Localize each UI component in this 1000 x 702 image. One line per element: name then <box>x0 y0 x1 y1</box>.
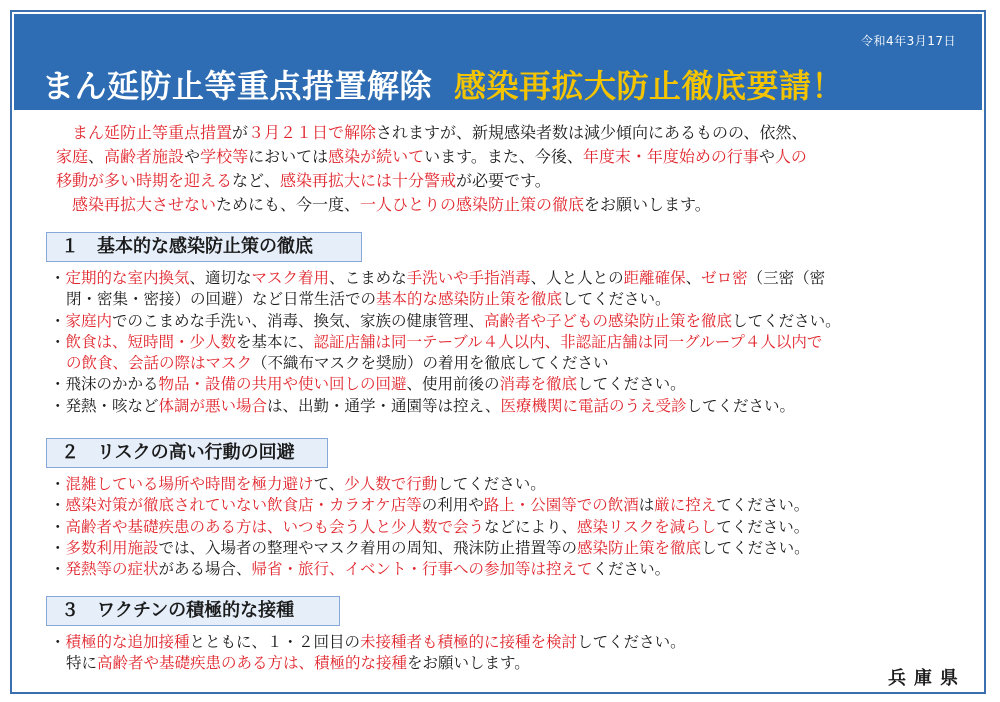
list-item-line <box>50 474 980 495</box>
section-heading-basic-measures: １ 基本的な感染防止策の徹底 <box>46 232 362 262</box>
highlight-text: 一人ひとりの感染防止策の徹底 <box>360 195 585 214</box>
highlight-text: マスク着用 <box>251 269 330 287</box>
body-text: の利用や <box>421 496 484 515</box>
list-item-line <box>50 517 980 538</box>
highlight-text: 医療機関に電話のうえ受診 <box>500 396 687 415</box>
body-text: ・ <box>50 475 66 493</box>
list-item <box>50 495 980 516</box>
title-request: 感染再拡大防止徹底要請！ <box>454 67 845 105</box>
body-text: います。また、今後、 <box>424 147 583 166</box>
list-item <box>50 474 980 495</box>
highlight-text: 感染再拡大には十分警戒 <box>280 171 457 190</box>
intro-paragraph <box>56 121 966 217</box>
body-text: 特に <box>66 654 98 673</box>
body-text: ・ <box>50 517 66 536</box>
body-text: ・ <box>50 633 66 651</box>
body-text: ためにも、今一度、 <box>216 195 361 214</box>
highlight-text: 発熱等の症状 <box>65 560 159 579</box>
highlight-text: 積極的な追加接種 <box>65 633 190 651</box>
highlight-text: 少人数で行動 <box>344 475 438 493</box>
body-text: てください。 <box>716 496 810 515</box>
body-text: 、人と人との <box>530 269 624 287</box>
list-item <box>50 517 980 538</box>
body-text: とともに、１・２回目の <box>189 633 361 651</box>
body-text: てください。 <box>716 517 810 536</box>
highlight-text: 未接種者も積極的に接種を検討 <box>360 633 578 651</box>
body-text: （不織布マスクを奨励）の着用を徹底してください <box>252 354 609 373</box>
highlight-text: 移動が多い時期を迎える <box>56 171 233 190</box>
intro-line <box>56 169 966 193</box>
intro-line <box>56 145 966 169</box>
body-text: してください。 <box>562 290 671 309</box>
body-text: 閉・密集・密接）の回避）など日常生活での <box>66 290 377 309</box>
body-text: ・飛沫のかかる <box>50 375 159 394</box>
body-text: でのこまめな手洗い、消毒、換気、家族の健康管理、 <box>112 311 485 330</box>
list-item <box>50 268 980 311</box>
highlight-text: の飲食、会話の際はマスク <box>66 354 253 373</box>
highlight-text: 家庭 <box>56 147 89 166</box>
section-list-vaccination <box>50 632 980 675</box>
body-text: 、使用前後の <box>406 375 500 394</box>
body-text: や <box>758 147 775 166</box>
page-title <box>42 61 844 107</box>
highlight-text: 混雑している場所や時間を極力避け <box>65 475 314 493</box>
list-item-line <box>50 332 980 353</box>
body-text: してください。 <box>732 311 841 330</box>
list-item-line <box>50 495 980 516</box>
body-text: を基本に、 <box>236 332 314 351</box>
highlight-text: 感染リスクを減らし <box>577 517 717 536</box>
highlight-text: 学校等 <box>200 147 249 166</box>
highlight-text: 飲食は、短時間・少人数 <box>65 332 237 351</box>
highlight-text: 体調が悪い場合 <box>158 396 268 415</box>
intro-line <box>56 121 966 145</box>
body-text: ・ <box>50 560 66 579</box>
body-text: してください。 <box>577 375 686 394</box>
body-text: では、入場者の整理やマスク着用の周知、飛沫防止措置等の <box>158 538 578 557</box>
highlight-text: 認証店舗は同一テーブル４人以内、非認証店舗は同一グループ４人以内で <box>313 332 823 351</box>
list-item-line <box>50 396 980 417</box>
body-text: ・ <box>50 332 66 351</box>
body-text: 、適切な <box>189 269 252 287</box>
body-text: や <box>184 147 201 166</box>
highlight-text: 高齢者や子どもの感染防止策を徹底 <box>484 311 733 330</box>
highlight-text: 定期的な室内換気 <box>65 269 190 287</box>
body-text: などにより、 <box>484 517 578 536</box>
list-item-line <box>50 353 980 374</box>
issue-date: 令和4年3月17日 <box>860 34 956 48</box>
list-item-line <box>50 268 980 289</box>
body-text: がある場合、 <box>158 560 252 579</box>
body-text: してください。 <box>577 633 686 651</box>
body-text: ・ <box>50 538 66 557</box>
body-text: は <box>638 496 655 515</box>
body-text: 、 <box>88 147 105 166</box>
highlight-text: 厳に控え <box>654 496 717 515</box>
highlight-text: 消毒を徹底 <box>499 375 578 394</box>
list-item <box>50 632 980 675</box>
highlight-text: 距離確保 <box>623 269 686 287</box>
intro-line <box>56 193 966 217</box>
title-main: まん延防止等重点措置解除 <box>42 67 433 105</box>
highlight-text: 感染防止策を徹底 <box>577 538 702 557</box>
body-text: においては <box>248 147 329 166</box>
prefecture-name: 兵庫県 <box>888 668 966 689</box>
list-item-line <box>50 538 980 559</box>
body-text: ・発熱・咳など <box>50 396 159 415</box>
body-text: ください。 <box>592 560 671 579</box>
body-text: をお願いします。 <box>407 654 530 673</box>
body-text: 、こまめな <box>329 269 407 287</box>
body-text: 、 <box>685 269 702 287</box>
list-item-line <box>50 311 980 332</box>
list-item <box>50 559 980 580</box>
highlight-text: 感染再拡大させない <box>72 195 217 214</box>
highlight-text: ３月２１日で解除 <box>248 123 377 142</box>
highlight-text: 帰省・旅行、イベント・行事への参加等は控えて <box>251 560 593 579</box>
list-item <box>50 538 980 559</box>
highlight-text: 物品・設備の共用や使い回しの回避 <box>158 375 407 394</box>
list-item-line <box>50 653 980 674</box>
section-heading-risk-avoidance: ２ リスクの高い行動の回避 <box>46 438 328 468</box>
list-item <box>50 332 980 375</box>
body-text: て、 <box>313 475 345 493</box>
header-banner <box>14 14 982 110</box>
highlight-text: ゼロ密 <box>701 269 748 287</box>
body-text: が必要です。 <box>456 171 551 190</box>
body-text: ・ <box>50 311 66 330</box>
body-text: （三密（密 <box>747 269 826 287</box>
highlight-text: 感染が続いて <box>328 147 425 166</box>
highlight-text: 高齢者や基礎疾患のある方は、積極的な接種 <box>97 654 408 673</box>
highlight-text: 感染対策が徹底されていない飲食店・カラオケ店等 <box>65 496 422 515</box>
highlight-text: まん延防止等重点措置 <box>72 123 233 142</box>
list-item-line <box>50 632 980 653</box>
highlight-text: 多数利用施設 <box>65 538 159 557</box>
highlight-text: 年度末・年度始めの行事 <box>582 147 759 166</box>
highlight-text: 高齢者施設 <box>104 147 185 166</box>
list-item-line <box>50 289 980 310</box>
highlight-text: 家庭内 <box>65 311 113 330</box>
highlight-text: 路上・公園等での飲酒 <box>483 496 639 515</box>
highlight-text: 基本的な感染防止策を徹底 <box>376 290 563 309</box>
highlight-text: 人の <box>774 147 807 166</box>
highlight-text: 手洗いや手指消毒 <box>406 269 531 287</box>
body-text: ・ <box>50 496 66 515</box>
body-text: してください。 <box>437 475 546 493</box>
section-heading-vaccination: ３ ワクチンの積極的な接種 <box>46 596 340 626</box>
body-text: してください。 <box>686 396 795 415</box>
body-text: ・ <box>50 269 66 287</box>
section-list-basic-measures <box>50 268 980 417</box>
highlight-text: 高齢者や基礎疾患のある方は、いつも会う人と少人数で会う <box>65 517 485 536</box>
section-list-risk-avoidance <box>50 474 980 580</box>
list-item-line <box>50 374 980 395</box>
list-item <box>50 374 980 395</box>
body-text: が <box>232 123 249 142</box>
body-text: は、出勤・通学・通園等は控え、 <box>267 396 501 415</box>
list-item <box>50 396 980 417</box>
list-item-line <box>50 559 980 580</box>
list-item <box>50 311 980 332</box>
body-text: など、 <box>232 171 281 190</box>
body-text: されますが、新規感染者数は減少傾向にあるものの、依然、 <box>376 123 808 142</box>
body-text: をお願いします。 <box>584 195 711 214</box>
body-text: してください。 <box>701 538 810 557</box>
